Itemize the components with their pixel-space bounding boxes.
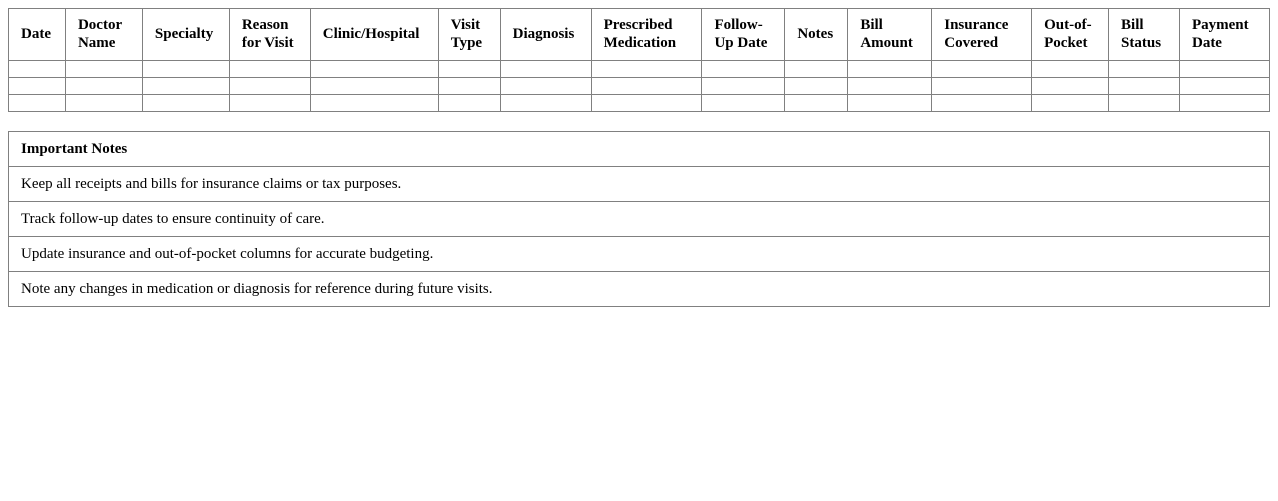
table-cell[interactable] — [591, 78, 702, 95]
note-row — [9, 202, 1270, 237]
table-row — [9, 78, 1270, 95]
table-cell[interactable] — [229, 61, 310, 78]
table-cell[interactable] — [848, 78, 932, 95]
column-header-prescribed-medication: Prescribed Medication — [591, 9, 702, 61]
table-cell[interactable] — [702, 95, 785, 112]
column-header-doctor-name: Doctor Name — [65, 9, 142, 61]
table-cell[interactable] — [65, 95, 142, 112]
table-cell[interactable] — [65, 61, 142, 78]
table-cell[interactable] — [591, 95, 702, 112]
table-cell[interactable] — [438, 78, 500, 95]
column-header-out-of-pocket: Out-of-Pocket — [1032, 9, 1109, 61]
table-cell[interactable] — [229, 78, 310, 95]
table-cell[interactable] — [1179, 95, 1269, 112]
table-cell[interactable] — [438, 61, 500, 78]
table-cell[interactable] — [702, 78, 785, 95]
table-cell[interactable] — [142, 78, 229, 95]
column-header-diagnosis: Diagnosis — [500, 9, 591, 61]
table-cell[interactable] — [1179, 78, 1269, 95]
table-cell[interactable] — [932, 78, 1032, 95]
important-notes-table — [8, 131, 1270, 307]
column-header-insurance-covered: Insurance Covered — [932, 9, 1032, 61]
table-cell[interactable] — [9, 78, 66, 95]
table-cell[interactable] — [932, 95, 1032, 112]
column-header-notes: Notes — [785, 9, 848, 61]
note-row — [9, 237, 1270, 272]
table-cell[interactable] — [785, 95, 848, 112]
table-cell[interactable] — [848, 61, 932, 78]
table-cell[interactable] — [848, 95, 932, 112]
column-header-bill-status: Bill Status — [1109, 9, 1180, 61]
table-row — [9, 95, 1270, 112]
table-cell[interactable] — [310, 78, 438, 95]
table-cell[interactable] — [310, 95, 438, 112]
table-cell[interactable] — [1032, 95, 1109, 112]
table-cell[interactable] — [785, 78, 848, 95]
table-cell[interactable] — [1109, 95, 1180, 112]
column-header-clinic-hospital: Clinic/Hospital — [310, 9, 438, 61]
column-header-bill-amount: Bill Amount — [848, 9, 932, 61]
table-cell[interactable] — [500, 61, 591, 78]
note-item: Note any changes in medication or diagnosis for reference during future visits. — [9, 272, 1270, 307]
column-header-follow-up-date: Follow-Up Date — [702, 9, 785, 61]
table-cell[interactable] — [500, 95, 591, 112]
note-row — [9, 272, 1270, 307]
column-header-reason-for-visit: Reason for Visit — [229, 9, 310, 61]
table-cell[interactable] — [932, 61, 1032, 78]
column-header-visit-type: Visit Type — [438, 9, 500, 61]
notes-header-row — [9, 132, 1270, 167]
note-item: Keep all receipts and bills for insurance claims or tax purposes. — [9, 167, 1270, 202]
note-item: Update insurance and out-of-pocket columns for accurate budgeting. — [9, 237, 1270, 272]
notes-title: Important Notes — [9, 132, 1270, 167]
table-cell[interactable] — [1179, 61, 1269, 78]
note-row — [9, 167, 1270, 202]
table-row — [9, 61, 1270, 78]
table-cell[interactable] — [500, 78, 591, 95]
table-cell[interactable] — [438, 95, 500, 112]
table-cell[interactable] — [1032, 78, 1109, 95]
table-cell[interactable] — [9, 95, 66, 112]
table-cell[interactable] — [1032, 61, 1109, 78]
table-cell[interactable] — [785, 61, 848, 78]
log-table-body — [9, 61, 1270, 112]
table-cell[interactable] — [310, 61, 438, 78]
header-row — [9, 9, 1270, 61]
medical-visit-log-table — [8, 8, 1270, 112]
column-header-payment-date: Payment Date — [1179, 9, 1269, 61]
table-cell[interactable] — [1109, 61, 1180, 78]
note-item: Track follow-up dates to ensure continuity of care. — [9, 202, 1270, 237]
table-cell[interactable] — [65, 78, 142, 95]
table-cell[interactable] — [591, 61, 702, 78]
table-cell[interactable] — [702, 61, 785, 78]
table-cell[interactable] — [142, 95, 229, 112]
column-header-specialty: Specialty — [142, 9, 229, 61]
table-cell[interactable] — [229, 95, 310, 112]
table-cell[interactable] — [9, 61, 66, 78]
column-header-date: Date — [9, 9, 66, 61]
spacer — [8, 112, 1270, 131]
table-cell[interactable] — [1109, 78, 1180, 95]
table-cell[interactable] — [142, 61, 229, 78]
